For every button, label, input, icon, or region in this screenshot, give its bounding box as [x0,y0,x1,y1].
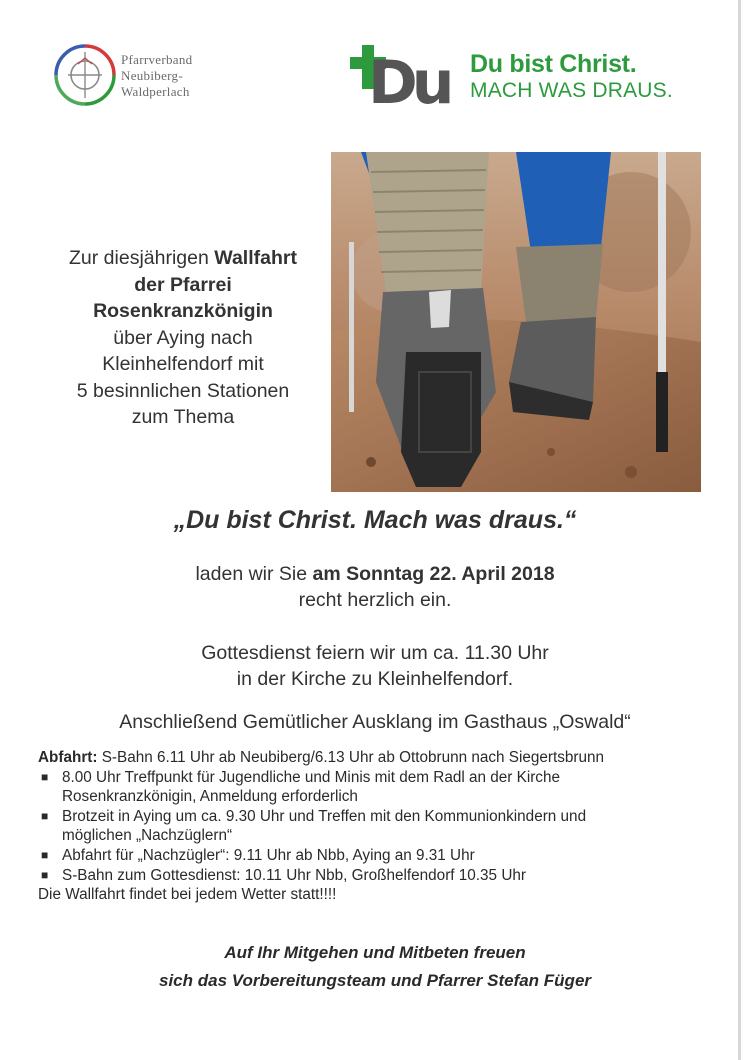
closing-info: Anschließend Gemütlicher Ausklang im Gasthaus „Oswald“ [119,711,631,733]
bullet-icon: ■ [41,769,49,784]
event-date: am Sonntag 22. April 2018 [312,563,555,585]
invitation-text-part: laden wir Sie [195,563,313,585]
list-item-text: Brotzeit in Aying um ca. 9.30 Uhr und Treffen mit den Kommunionkindern und [62,807,587,825]
parish-logo [50,40,120,110]
bullet-icon: ■ [41,808,49,823]
campaign-slogan [470,49,673,103]
list-item-text: Rosenkranzkönigin, Anmeldung erforderlich [62,788,358,806]
bullet-icon: ■ [41,847,49,862]
intro-line: 5 besinnlichen Stationen [76,379,290,402]
intro-line: über Aying nach [113,326,253,349]
departure-line [38,748,718,768]
schedule-list [38,768,718,886]
list-item-text: 8.00 Uhr Treffpunkt für Jugendliche und Minis mit dem Radl an der Kirche [62,768,560,786]
intro-line-bold: Rosenkranzkönigin [93,300,273,322]
intro-line: Kleinhelfendorf mit [102,353,264,375]
parish-name-line: Waldperlach [121,84,190,99]
list-item [38,768,718,807]
invitation-line: recht herzlich ein. [298,589,452,611]
intro-line-bold: Wallfahrt [214,247,297,269]
parish-name-line: Neubiberg- [121,68,183,83]
slogan-line-1: Du bist Christ. [470,50,637,78]
list-item-text: möglichen „Nachzüglern“ [62,827,233,845]
intro-line: zum Thema [131,406,235,428]
motto-heading: „Du bist Christ. Mach was draus.“ [173,506,577,534]
hiking-boots-photo [331,152,701,492]
intro-text [38,245,328,431]
signature-line: Auf Ihr Mitgehen und Mitbeten freuen [224,943,526,962]
list-item [38,866,718,886]
parish-name [121,52,192,100]
signature-block [0,939,750,995]
du-wordmark: Du [368,48,449,108]
intro-line [38,272,328,299]
schedule-details [38,748,718,905]
intro-line [38,298,328,325]
list-item [38,807,718,846]
service-line: Gottesdienst feiern wir um ca. 11.30 Uhr [201,642,549,664]
parish-name-line: Pfarrverband [121,52,193,67]
intro-line-text: Zur diesjährigen [69,247,215,269]
list-item-text: S-Bahn zum Gottesdienst: 10.11 Uhr Nbb, Großhelfendorf 10.35 Uhr [62,866,526,884]
bullet-icon: ■ [41,867,49,882]
service-info [0,640,750,692]
service-line: in der Kirche zu Kleinhelfendorf. [236,668,514,690]
invitation-line [0,561,750,587]
du-campaign-logo [348,43,456,108]
slogan-line-2: MACH WAS DRAUS. [470,79,673,102]
departure-label: Abfahrt: [38,749,98,766]
scan-edge-divider [738,0,741,1060]
invitation-text [0,561,750,613]
list-item-text: Abfahrt für „Nachzügler“: 9.11 Uhr ab Nbb, Aying an 9.31 Uhr [62,846,475,864]
list-item [38,846,718,866]
departure-text: S-Bahn 6.11 Uhr ab Neubiberg/6.13 Uhr ab Ottobrunn nach Siegertsbrunn [97,749,605,766]
intro-line [38,245,328,272]
weather-note: Die Wallfahrt findet bei jedem Wetter statt!!!! [38,886,337,904]
signature-line: sich das Vorbereitungsteam und Pfarrer Stefan Füger [158,971,592,990]
intro-line-bold: der Pfarrei [134,273,232,296]
